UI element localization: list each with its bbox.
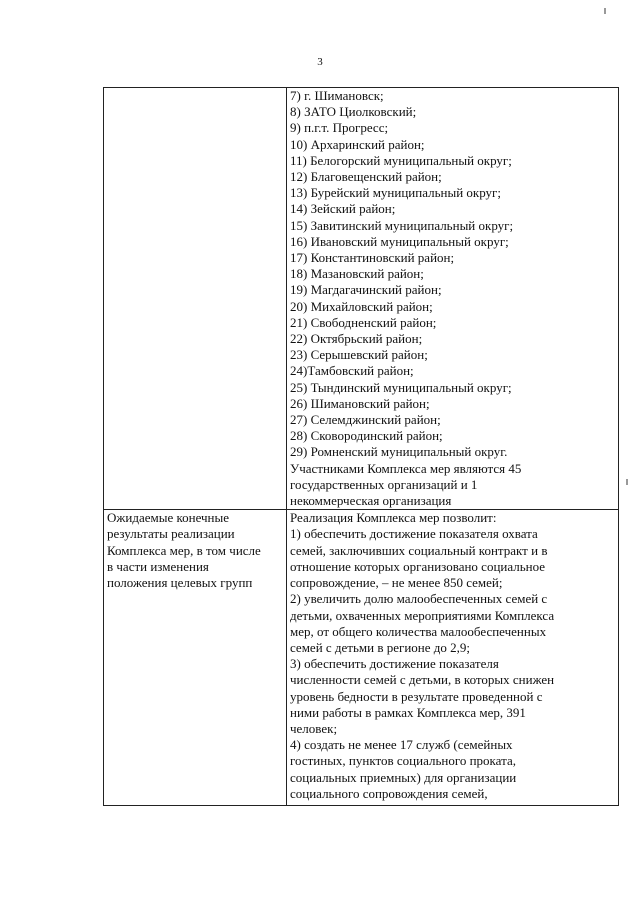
text-line: численности семей с детьми, в которых снижен xyxy=(290,672,555,688)
text-line: результаты реализации xyxy=(107,526,235,542)
text-line: 3) обеспечить достижение показателя xyxy=(290,656,499,672)
text-line: 2) увеличить долю малообеспеченных семей с xyxy=(290,591,548,607)
text-line: 9) п.г.т. Прогресс; xyxy=(290,120,389,136)
text-line: отношение которых организовано социальное xyxy=(290,558,546,574)
text-line: семей, заключивших социальный контракт и в xyxy=(290,542,548,558)
text-line: гостиных, пунктов социального проката, xyxy=(290,753,516,769)
scan-artifact-mark xyxy=(626,479,628,485)
text-line: 11) Белогорский муниципальный округ; xyxy=(290,152,512,168)
text-line: 13) Бурейский муниципальный округ; xyxy=(290,185,501,201)
row1-left-cell xyxy=(104,88,287,510)
text-line: 4) создать не менее 17 служб (семейных xyxy=(290,737,513,753)
text-line: 7) г. Шимановск; xyxy=(290,88,384,103)
row1-right-cell xyxy=(287,88,619,510)
row2-right-cell xyxy=(287,510,619,806)
text-line: семей с детьми в регионе до 2,9; xyxy=(290,639,471,655)
scan-artifact-mark xyxy=(604,8,606,14)
text-line: 18) Мазановский район; xyxy=(290,266,424,282)
table-row xyxy=(104,88,619,510)
text-line: государственных организаций и 1 xyxy=(290,476,478,492)
text-line: 8) ЗАТО Циолковский; xyxy=(290,104,417,120)
text-line: 27) Селемджинский район; xyxy=(290,412,441,428)
text-line: 26) Шимановский район; xyxy=(290,395,430,411)
text-line: 24)Тамбовский район; xyxy=(290,363,414,379)
text-line: 17) Константиновский район; xyxy=(290,250,455,266)
text-line: 29) Ромненский муниципальный округ. xyxy=(290,444,508,460)
text-line: 20) Михайловский район; xyxy=(290,298,433,314)
text-line: мер, от общего количества малообеспеченных xyxy=(290,623,547,639)
text-line: уровень бедности в результате проведенной с xyxy=(290,688,543,704)
text-line: 14) Зейский район; xyxy=(290,201,396,217)
text-line: человек; xyxy=(290,720,338,736)
text-line: 25) Тындинский муниципальный округ; xyxy=(290,379,512,395)
text-line: 15) Завитинский муниципальный округ; xyxy=(290,217,514,233)
text-line: 16) Ивановский муниципальный округ; xyxy=(290,233,509,249)
text-line: Реализация Комплекса мер позволит: xyxy=(290,510,497,526)
text-line: социальных приемных) для организации xyxy=(290,769,517,785)
text-line: социального сопровождения семей, xyxy=(290,785,488,801)
text-line: 22) Октябрьский район; xyxy=(290,331,423,347)
page-number: 3 xyxy=(317,56,323,68)
text-line: 19) Магдагачинский район; xyxy=(290,282,442,298)
text-line: Комплекса мер, в том числе xyxy=(107,542,261,558)
text-line: в части изменения xyxy=(107,558,209,574)
measures-table xyxy=(103,87,619,806)
text-line: ними работы в рамках Комплекса мер, 391 xyxy=(290,704,526,720)
text-line: положения целевых групп xyxy=(107,575,253,591)
text-line: сопровождение, – не менее 850 семей; xyxy=(290,575,503,591)
text-line: 28) Сковородинский район; xyxy=(290,428,443,444)
text-line: 10) Архаринский район; xyxy=(290,136,425,152)
text-line: Ожидаемые конечные xyxy=(107,510,230,526)
text-line: некоммерческая организация xyxy=(290,493,452,509)
text-line: детьми, охваченных мероприятиями Комплекса xyxy=(290,607,555,623)
text-line: 21) Свободненский район; xyxy=(290,314,437,330)
text-line: 1) обеспечить достижение показателя охвата xyxy=(290,526,538,542)
text-line: Участниками Комплекса мер являются 45 xyxy=(290,460,522,476)
text-line: 12) Благовещенский район; xyxy=(290,169,442,185)
table-row xyxy=(104,510,619,806)
text-line: 23) Серышевский район; xyxy=(290,347,428,363)
row2-left-cell xyxy=(104,510,287,806)
